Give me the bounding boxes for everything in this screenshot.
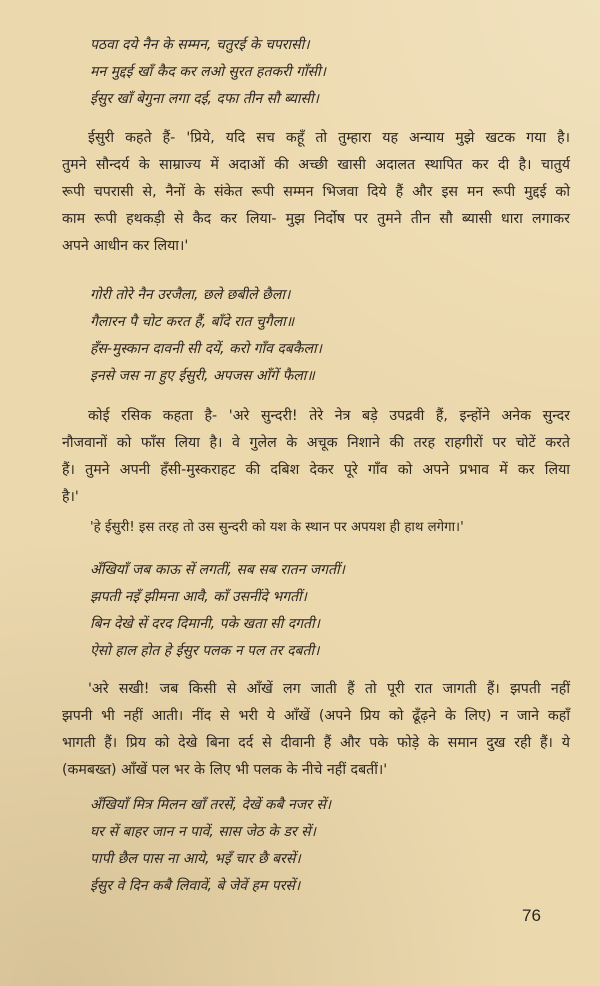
verse-stanza-3 xyxy=(90,557,345,665)
paragraph-line: कोई रसिक कहता है- 'अरे सुन्दरी! तेरे नेत्र बड़े उपद्रवी हैं, इन्होंने अनेक सुन्दर xyxy=(88,408,570,424)
paragraph-line: अपने आधीन कर लिया।' xyxy=(62,238,189,254)
verse-line: पठवा दये नैन के सम्मन, चतुरई के चपरासी। xyxy=(90,37,310,53)
quote-line: 'हे ईसुरी! इस तरह तो उस सुन्दरी को यश के स्थान पर अपयश ही हाथ लगेगा।' xyxy=(90,520,464,535)
verse-line: अँखियाँ जब काऊ सें लगतीं, सब सब रातन जगतीं। xyxy=(90,562,345,578)
prose-paragraph-2 xyxy=(62,403,570,511)
paragraph-line: तुमने सौन्दर्य के साम्राज्य में अदाओं की अच्छी खासी अदालत स्थापित कर दी है। चातुर्य xyxy=(62,157,570,173)
paragraph-line: काम रूपी हथकड़ी से कैद कर लिया- मुझ निर्दोष पर तुमने तीन सौ ब्यासी धारा लगाकर xyxy=(62,211,570,227)
paragraph-line: (कमबख्त) आँखें पल भर के लिए भी पलक के नीचे नहीं दबतीं।' xyxy=(62,762,388,778)
verse-line: घर सें बाहर जान न पावें, सास जेठ के डर सें। xyxy=(90,824,316,840)
verse-line: गैलारन पै चोट करत हैं, बाँदे रात चुगैला॥ xyxy=(90,314,295,330)
paragraph-line: रूपी चपरासी से, नैनों के संकेत रूपी सम्मन भिजवा दिये हैं और इस मन रूपी मुद्दई को xyxy=(62,184,570,200)
verse-line: झपती नइँ झीमना आवै, काँ उसनींदे भगतीं। xyxy=(90,589,307,605)
verse-line: ऐसो हाल होत हे ईसुर पलक न पल तर दबती। xyxy=(90,643,320,659)
paragraph-line: नौजवानों को फाँस लिया है। वे गुलेल के अचूक निशाने की तरह राहगीरों पर चोटें करते xyxy=(62,435,570,451)
paragraph-line: ईसुरी कहते हैं- 'प्रिये, यदि सच कहूँ तो तुम्हारा यह अन्याय मुझे खटक गया है। xyxy=(88,130,570,146)
paragraph-line: है।' xyxy=(62,489,79,505)
verse-stanza-4 xyxy=(90,792,331,900)
quoted-remark xyxy=(90,514,570,541)
paragraph-line: भागती हैं। प्रिय को देखे बिना दर्द से दीवानी हैं और पके फोड़े के समान दुख रही हैं। ये xyxy=(62,735,570,751)
verse-line: पापी छैल पास ना आये, भइँ चार छै बरसें। xyxy=(90,851,301,867)
verse-line: हँस-मुस्कान दावनी सी दयें, करो गाँव दबकैला। xyxy=(90,341,322,357)
verse-line: अँखियाँ मित्र मिलन खाँ तरसें, देखें कबै नजर सें। xyxy=(90,797,332,813)
prose-paragraph-3 xyxy=(62,676,570,784)
verse-stanza-2 xyxy=(90,282,322,390)
verse-line: गोरी तोरे नैन उरजैला, छले छबीले छैला। xyxy=(90,287,291,303)
verse-stanza-1 xyxy=(90,32,326,113)
paragraph-line: हैं। तुमने अपनी हँसी-मुस्कराहट की दबिश देकर पूरे गाँव को अपने प्रभाव में कर लिया xyxy=(62,462,570,478)
page-number: 76 xyxy=(522,906,541,925)
verse-line: ईसुर वे दिन कबै लिवावें, बे जेवें हम परसें। xyxy=(90,878,301,894)
verse-line: इनसे जस ना हुए ईसुरी, अपजस आँगें फैला॥ xyxy=(90,368,315,384)
prose-paragraph-1 xyxy=(62,125,570,260)
verse-line: मन मुद्दई खाँ कैद कर लओ सुरत हतकरी गाँसी। xyxy=(90,64,326,80)
verse-line: ईसुर खाँ बेगुना लगा दई, दफा तीन सौ ब्यासी। xyxy=(90,91,319,107)
verse-line: बिन देखे सें दरद दिमानी, पके खता सी दगती। xyxy=(90,616,320,632)
paragraph-line: झपनी भी नहीं आती। नींद से भरी ये आँखें (अपने प्रिय को ढूँढ़ने के लिए) न जाने कहाँ xyxy=(62,708,570,724)
paragraph-line: 'अरे सखी! जब किसी से आँखें लग जाती हैं तो पूरी रात जागती हैं। झपती नहीं xyxy=(88,681,570,697)
